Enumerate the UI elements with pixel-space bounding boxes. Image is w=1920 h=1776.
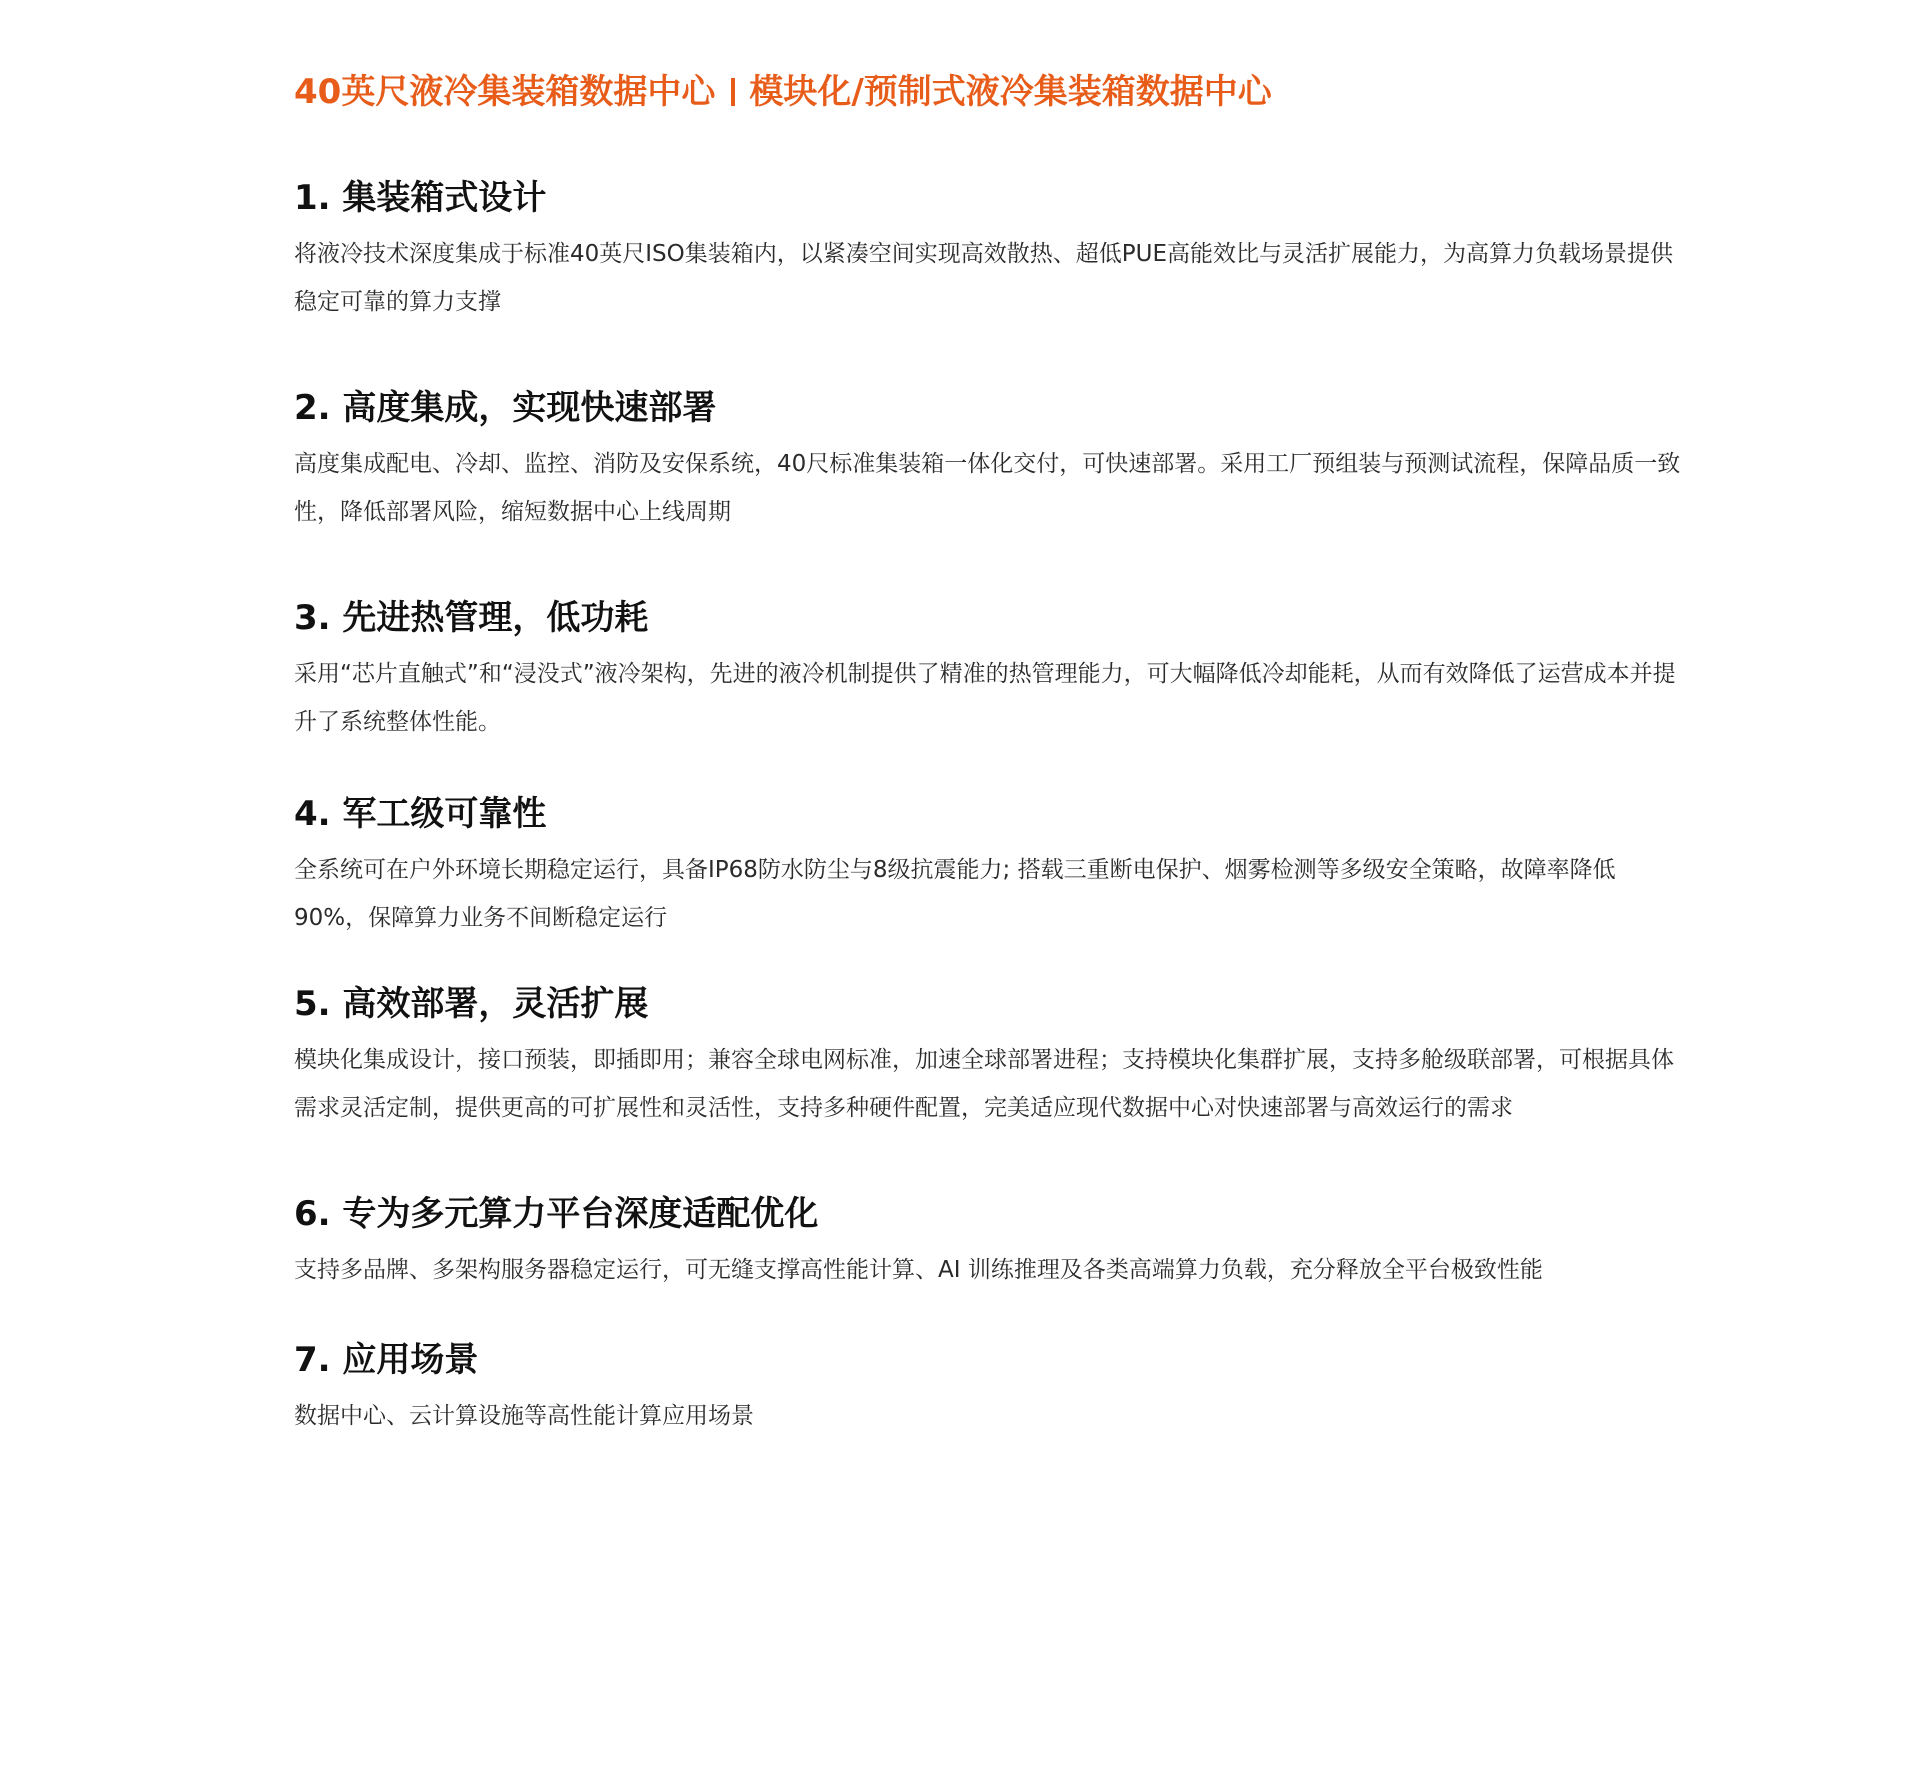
feature-sections (294, 174, 1684, 1440)
feature-section-container-design (294, 174, 1684, 326)
section-heading: 3. 先进热管理，低功耗 (294, 598, 649, 638)
feature-section-application-scenarios (294, 1336, 1684, 1440)
section-body: 数据中心、云计算设施等高性能计算应用场景 (294, 1403, 754, 1429)
section-body: 支持多品牌、多架构服务器稳定运行，可无缝支撑高性能计算、AI 训练推理及各类高端算力负载，充分释放全平台极致性能 (294, 1257, 1543, 1283)
feature-section-platform-optimization (294, 1190, 1684, 1294)
page-title-secondary: 模块化/预制式液冷集装箱数据中心 (749, 72, 1272, 112)
section-body: 高度集成配电、冷却、监控、消防及安保系统，40尺标准集装箱一体化交付，可快速部署。采用工厂预组装与预测试流程，保障品质一致性，降低部署风险，缩短数据中心上线周期 (294, 451, 1681, 525)
section-heading: 5. 高效部署，灵活扩展 (294, 984, 649, 1024)
feature-section-rapid-deployment (294, 384, 1684, 536)
section-heading: 1. 集装箱式设计 (294, 178, 547, 218)
section-heading: 7. 应用场景 (294, 1340, 479, 1380)
section-body: 采用“芯片直触式”和“浸没式”液冷架构，先进的液冷机制提供了精准的热管理能力，可大幅降低冷却能耗，从而有效降低了运营成本并提升了系统整体性能。 (294, 661, 1676, 735)
section-heading: 6. 专为多元算力平台深度适配优化 (294, 1194, 819, 1234)
feature-section-reliability (294, 790, 1684, 942)
section-heading: 4. 军工级可靠性 (294, 794, 547, 834)
section-heading: 2. 高度集成，实现快速部署 (294, 388, 717, 428)
section-body: 模块化集成设计，接口预装，即插即用；兼容全球电网标准，加速全球部署进程；支持模块化集群扩展，支持多舱级联部署，可根据具体需求灵活定制，提供更高的可扩展性和灵活性，支持多种硬件配置，完美适应现代数据中心对快速部署与高效运行的需求 (294, 1047, 1674, 1121)
feature-section-thermal-management (294, 594, 1684, 746)
section-body: 全系统可在户外环境长期稳定运行，具备IP68防水防尘与8级抗震能力; 搭载三重断电保护、烟雾检测等多级安全策略，故障率降低90%，保障算力业务不间断稳定运行 (294, 857, 1616, 931)
feature-section-flexible-expansion (294, 980, 1684, 1132)
section-body: 将液冷技术深度集成于标准40英尺ISO集装箱内，以紧凑空间实现高效散热、超低PUE高能效比与灵活扩展能力，为高算力负载场景提供稳定可靠的算力支撑 (294, 241, 1673, 315)
document-content (294, 66, 1684, 1498)
page-title (294, 66, 1684, 118)
page-title-primary: 40英尺液冷集装箱数据中心 (294, 72, 716, 112)
title-separator-bar (731, 78, 735, 106)
